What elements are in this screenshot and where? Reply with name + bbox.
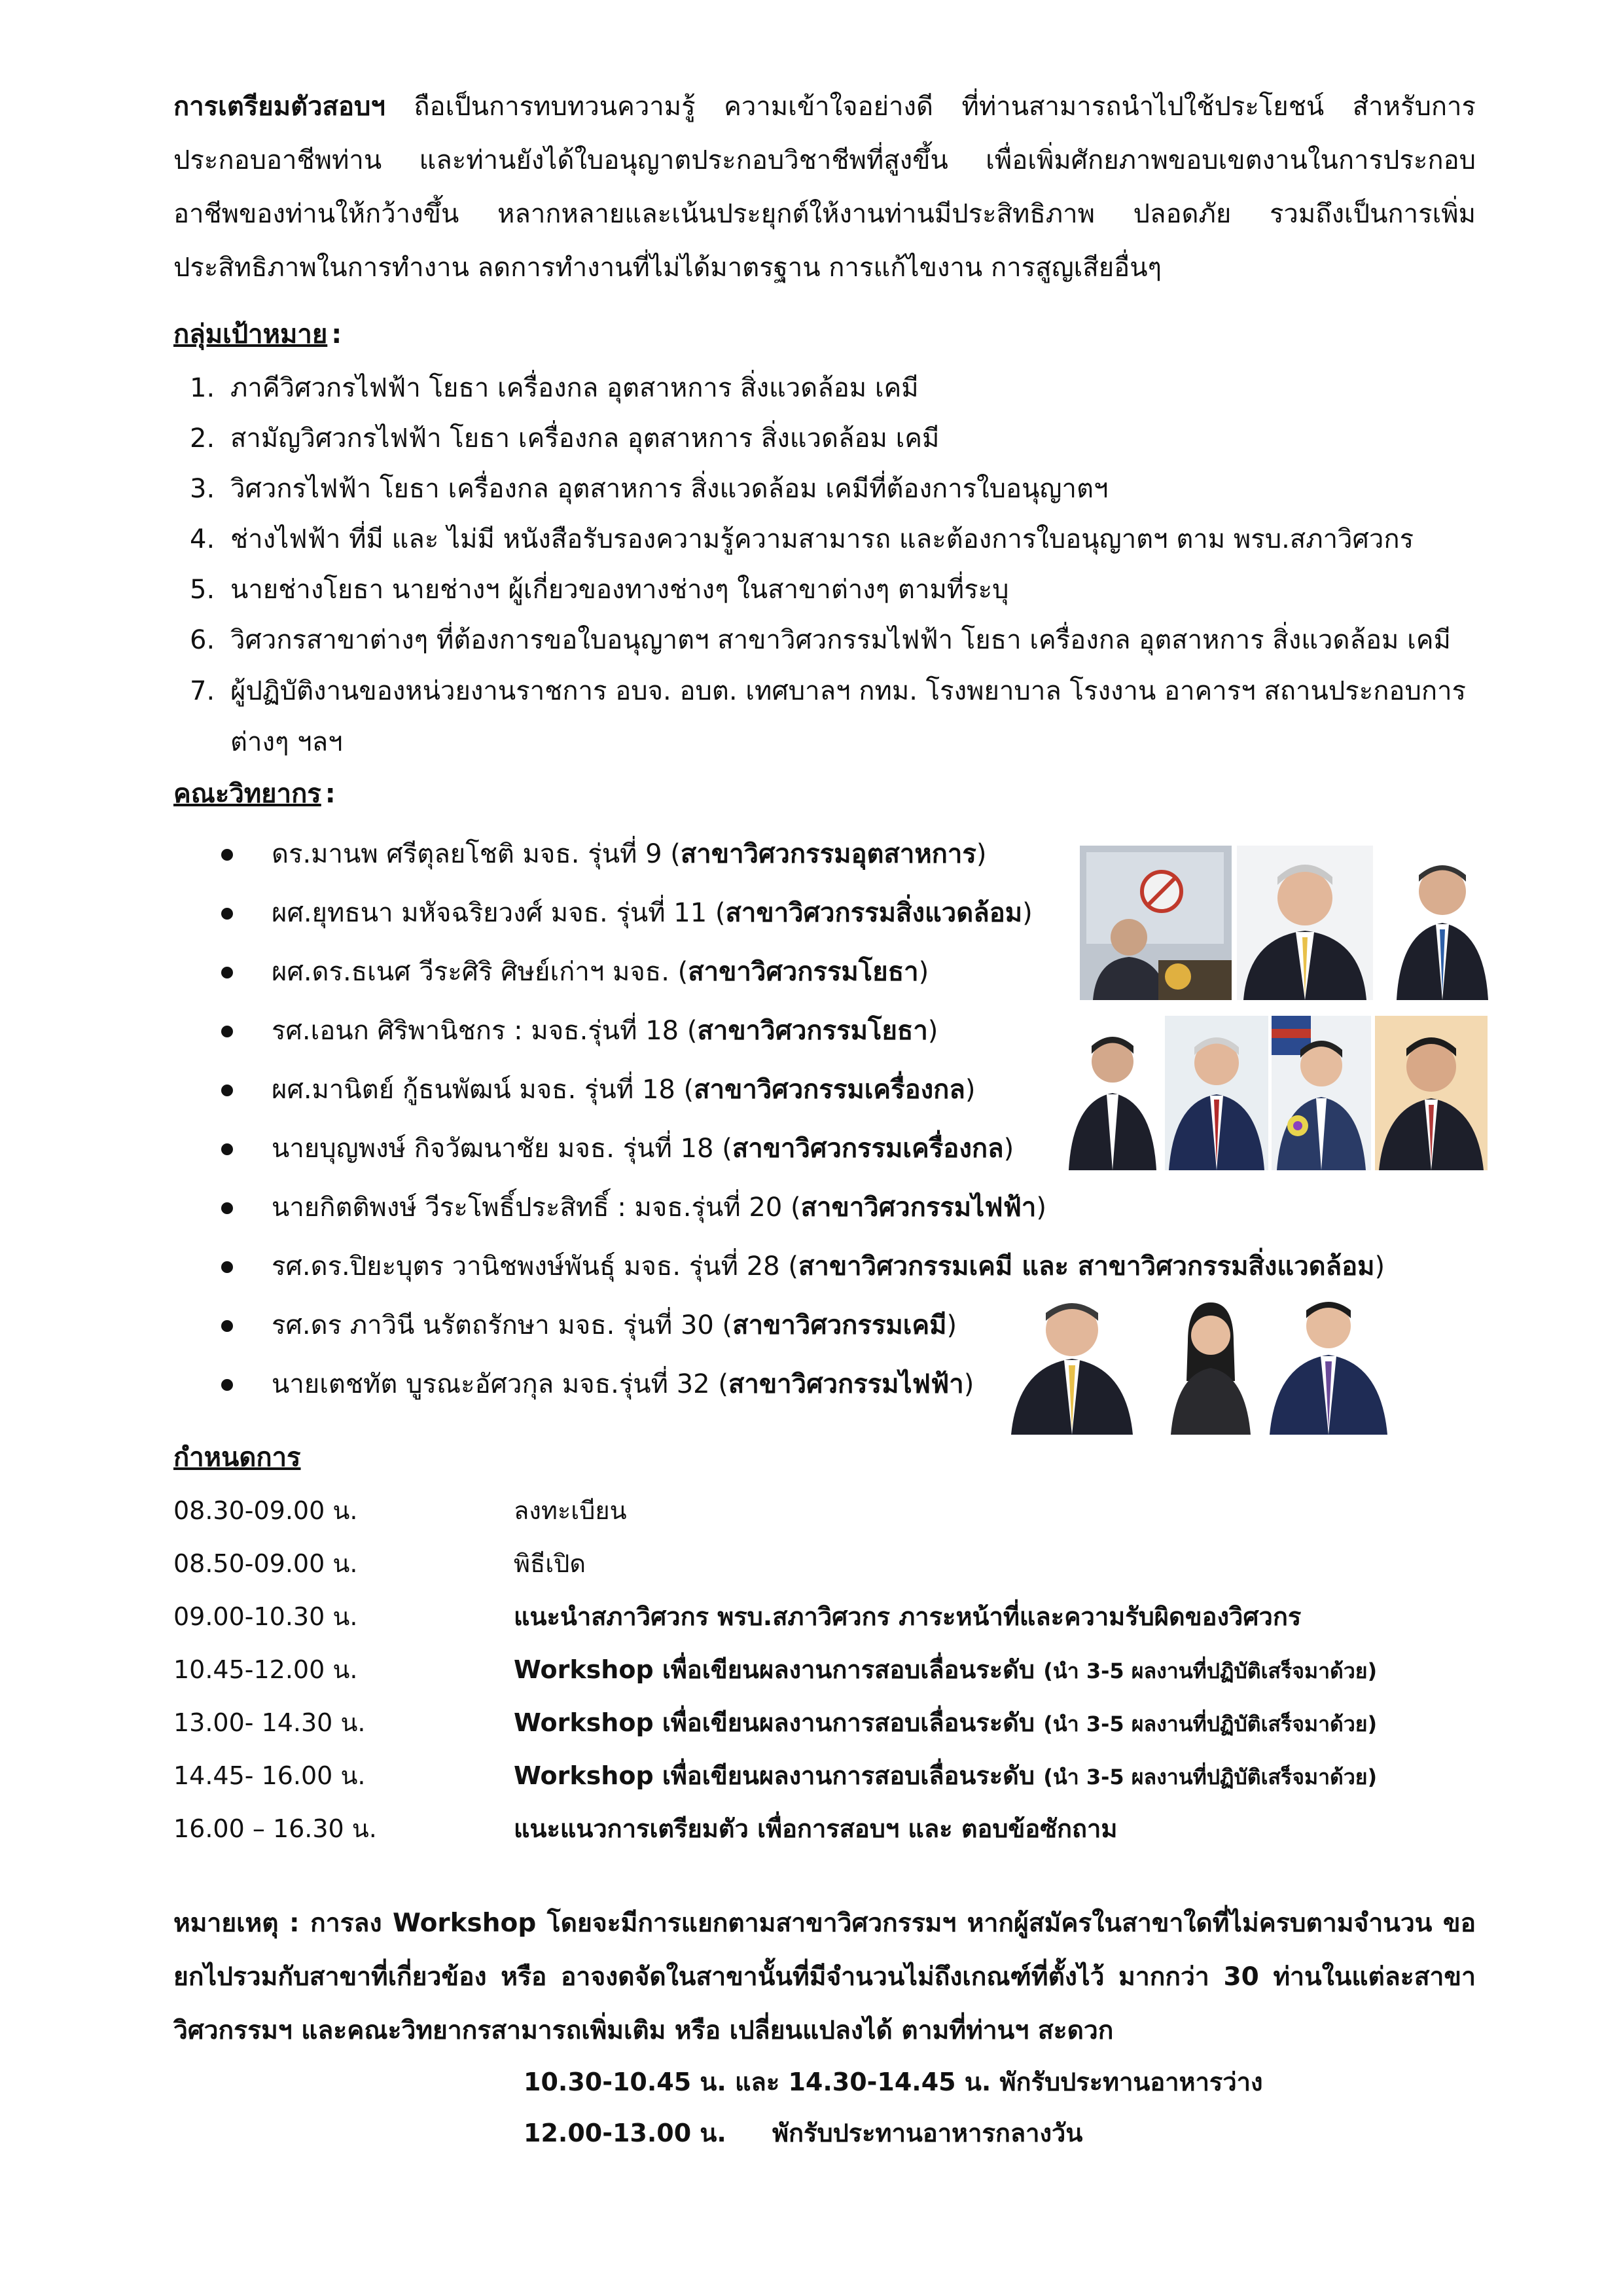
list-item (183, 514, 1476, 565)
schedule-time: 09.00-10.30 น. (173, 1602, 358, 1631)
speaker-branch: สาขาวิศวกรรมสิ่งแวดล้อม (725, 898, 1023, 928)
schedule-time: 08.30-09.00 น. (173, 1496, 358, 1525)
speaker-name: ผศ.ยุทธนา มหัจฉริยวงศ์ มจธ. รุ่นที่ 11 ( (272, 898, 726, 928)
schedule-event: แนะแนวการเตรียมตัว เพื่อการสอบฯ และ ตอบข้อซักถาม (514, 1814, 1118, 1843)
speaker-end: ) (927, 1016, 938, 1046)
target-group-heading-colon: : (331, 319, 342, 350)
speaker-name: ดร.มานพ ศรีตุลยโชติ มจธ. รุ่นที่ 9 ( (272, 839, 681, 869)
table-row (173, 1749, 1482, 1803)
speaker-name: ผศ.ดร.ธเนศ วีระศิริ ศิษย์เก่าฯ มจธ. ( (272, 957, 688, 987)
table-row (173, 1590, 1482, 1643)
speaker-end: ) (1374, 1251, 1385, 1282)
target-group-heading (173, 313, 342, 355)
list-text: ผู้ปฏิบัติงานของหน่วยงานราชการ อบจ. อบต. เทศบาลฯ กทม. โรงพยาบาล โรงงาน อาคารฯ สถานประกอบการต่างๆ ฯลฯ (230, 676, 1467, 757)
speaker-branch: สาขาวิศวกรรมเครื่องกล (694, 1075, 965, 1105)
list-number: 6. (190, 625, 215, 655)
table-row (173, 1537, 1482, 1590)
speaker-photo (1063, 1016, 1162, 1170)
speakers-heading (173, 772, 336, 814)
schedule-time: 10.45-12.00 น. (173, 1655, 358, 1684)
list-item (183, 615, 1476, 666)
list-item (183, 414, 1476, 464)
list-text: วิศวกรไฟฟ้า โยธา เครื่องกล อุตสาหการ สิ่งแวดล้อม เคมีที่ต้องการใบอนุญาตฯ (230, 474, 1109, 504)
list-text: วิศวกรสาขาต่างๆ ที่ต้องการขอใบอนุญาตฯ สาขาวิศวกรรมไฟฟ้า โยธา เครื่องกล อุตสาหการ สิ่งแวดล้อม เคมี (230, 625, 1451, 655)
speaker-photo (1387, 846, 1497, 1000)
schedule-heading (173, 1436, 301, 1478)
schedule-note: (นำ 3-5 ผลงานที่ปฏิบัติเสร็จมาด้วย) (1043, 1712, 1378, 1736)
list-text: นายช่างโยธา นายช่างฯ ผู้เกี่ยวของทางช่างๆ ในสาขาต่างๆ ตามที่ระบุ (230, 575, 1009, 605)
speaker-branch: สาขาวิศวกรรมโยธา (688, 957, 919, 987)
schedule-table (173, 1484, 1482, 1856)
speakers-heading-colon: : (325, 779, 336, 809)
remark-paragraph: หมายเหตุ : การลง Workshop โดยจะมีการแยกตามสาขาวิศวกรรมฯ หากผู้สมัครในสาขาใดที่ไม่ครบตามจำนวน ขอยกไปรวมกับสาขาที่เกี่ยวข้อง หรือ อาจงดจัดในสาขานั้นที่มีจำนวนไม่ถึงเกณฑ์ที่ตั้งไว้ มากกว่า 30 ท่านในแต่ละสาขาวิศวกรรมฯ และคณะวิทยากรสามารถเพิ่มเติม หรือ เปลี่ยนแปลงได้ ตามที่ท่านฯ สะดวก (173, 1909, 1476, 2045)
list-item (183, 464, 1476, 514)
schedule-note: (นำ 3-5 ผลงานที่ปฏิบัติเสร็จมาด้วย) (1043, 1659, 1378, 1683)
table-row (173, 1484, 1482, 1537)
speaker-end: ) (976, 839, 987, 869)
speaker-name: นายเตชทัต บูรณะอัศวกุล มจธ.รุ่นที่ 32 ( (272, 1369, 728, 1399)
speaker-photo (1165, 1016, 1268, 1170)
schedule-event-text: Workshop เพื่อเขียนผลงานการสอบเลื่อนระดับ (514, 1655, 1035, 1684)
speaker-branch: สาขาวิศวกรรมเคมี และ สาขาวิศวกรรมสิ่งแวดล้อม (798, 1251, 1375, 1282)
list-number: 7. (190, 676, 215, 706)
list-number: 5. (190, 575, 215, 605)
speaker-name: ผศ.มานิตย์ กู้ธนพัฒน์ มจธ. รุ่นที่ 18 ( (272, 1075, 694, 1105)
target-group-list (183, 363, 1476, 768)
schedule-time: 16.00 – 16.30 น. (173, 1814, 377, 1843)
speaker-name: รศ.เอนก ศิริพานิชกร : มจธ.รุ่นที่ 18 ( (272, 1016, 698, 1046)
speaker-photo (1162, 1289, 1260, 1435)
speaker-branch: สาขาวิศวกรรมอุตสาหการ (680, 839, 976, 869)
speaker-photos-row-3 (1005, 1289, 1397, 1437)
speaker-branch: สาขาวิศวกรรมโยธา (697, 1016, 928, 1046)
lunch-break-time: 12.00-13.00 น. (524, 2119, 726, 2147)
table-row (173, 1696, 1482, 1749)
list-item (183, 666, 1476, 768)
target-group-heading-text: กลุ่มเป้าหมาย (173, 319, 328, 350)
intro-paragraph (173, 80, 1476, 295)
schedule-event: แนะนำสภาวิศวกร พรบ.สภาวิศวกร ภาระหน้าที่และความรับผิดของวิศวกร (514, 1602, 1302, 1631)
list-text: สามัญวิศวกรไฟฟ้า โยธา เครื่องกล อุตสาหการ สิ่งแวดล้อม เคมี (230, 423, 940, 454)
list-number: 4. (190, 524, 215, 554)
speaker-branch: สาขาวิศวกรรมเคมี (732, 1310, 947, 1340)
bullet-icon (221, 908, 233, 920)
bullet-icon (221, 1202, 233, 1214)
bullet-icon (221, 967, 233, 978)
bullet-icon (221, 1320, 233, 1332)
list-number: 1. (190, 373, 215, 403)
schedule-event: พิธีเปิด (514, 1549, 586, 1578)
list-item (183, 363, 1476, 414)
schedule-time: 08.50-09.00 น. (173, 1549, 358, 1578)
list-item (183, 565, 1476, 615)
speaker-photo (1263, 1289, 1394, 1435)
speaker-photo (1005, 1289, 1139, 1435)
speaker-photo (1272, 1016, 1371, 1170)
speaker-photo (1375, 1016, 1488, 1170)
speaker-branch: สาขาวิศวกรรมเครื่องกล (732, 1134, 1004, 1164)
speaker-name: รศ.ดร.ปิยะบุตร วานิชพงษ์พันธุ์ มจธ. รุ่นที่ 28 ( (272, 1251, 798, 1282)
speaker-photos-row-2 (1063, 1016, 1489, 1173)
bullet-icon (221, 849, 233, 861)
schedule-heading-text: กำหนดการ (173, 1443, 301, 1473)
bullet-icon (221, 1085, 233, 1096)
bullet-icon (221, 1143, 233, 1155)
schedule-event (514, 1749, 1377, 1804)
speaker-branch: สาขาวิศวกรรมไฟฟ้า (728, 1369, 964, 1399)
snack-break: 10.30-10.45 น. และ 14.30-14.45 น. พักรับประทานอาหารว่าง (524, 2068, 1263, 2096)
speakers-heading-text: คณะวิทยากร (173, 779, 321, 809)
schedule-event (514, 1696, 1377, 1751)
speaker-item (216, 1237, 1525, 1296)
schedule-time: 13.00- 14.30 น. (173, 1708, 366, 1737)
speaker-photos-row-1 (1080, 846, 1499, 1003)
list-number: 2. (190, 423, 215, 454)
schedule-note: (นำ 3-5 ผลงานที่ปฏิบัติเสร็จมาด้วย) (1043, 1765, 1378, 1789)
lunch-break-text: พักรับประทานอาหารกลางวัน (772, 2119, 1083, 2147)
speaker-name: รศ.ดร ภาวินี นรัตถรักษา มจธ. รุ่นที่ 30 ( (272, 1310, 733, 1340)
speaker-photo (1237, 846, 1373, 1000)
speaker-name: นายบุญพงษ์ กิจวัฒนาชัย มจธ. รุ่นที่ 18 ( (272, 1134, 732, 1164)
schedule-event (514, 1643, 1377, 1698)
intro-lead: การเตรียมตัวสอบฯ (173, 92, 385, 122)
schedule-event-text: Workshop เพื่อเขียนผลงานการสอบเลื่อนระดับ (514, 1761, 1035, 1790)
table-row (173, 1803, 1482, 1856)
speaker-end: ) (1022, 898, 1033, 928)
speaker-photo (1080, 846, 1232, 1000)
speaker-name: นายกิตติพงษ์ วีระโพธิ์ประสิทธิ์ : มจธ.รุ่นที่ 20 ( (272, 1193, 801, 1223)
schedule-time: 14.45- 16.00 น. (173, 1761, 366, 1790)
speaker-end: ) (1036, 1193, 1046, 1223)
schedule-event: ลงทะเบียน (514, 1496, 627, 1525)
table-row (173, 1643, 1482, 1696)
bullet-icon (221, 1261, 233, 1273)
speaker-end: ) (918, 957, 929, 987)
speaker-item (216, 1178, 1525, 1237)
intro-body: ถือเป็นการทบทวนความรู้ ความเข้าใจอย่างดี ที่ท่านสามารถนำไปใช้ประโยชน์ สำหรับการประกอบอาชีพท่าน และท่านยังได้ใบอนุญาตประกอบวิชาชีพที่สูงขึ้น เพื่อเพิ่มศักยภาพขอบเขตงานในการประกอบอาชีพของท่านให้กว้างขึ้น หลากหลายและเน้นประยุกต์ให้งานท่านมีประสิทธิภาพ ปลอดภัย รวมถึงเป็นการเพิ่มประสิทธิภาพในการทำงาน ลดการทำงานที่ไม่ได้มาตรฐาน การแก้ไขงาน การสูญเสียอื่นๆ (173, 92, 1476, 283)
schedule-event-text: Workshop เพื่อเขียนผลงานการสอบเลื่อนระดับ (514, 1708, 1035, 1737)
speaker-end: ) (965, 1075, 976, 1105)
list-text: ช่างไฟฟ้า ที่มี และ ไม่มี หนังสือรับรองความรู้ความสามารถ และต้องการใบอนุญาตฯ ตาม พรบ.สภาวิศวกร (230, 524, 1414, 554)
bullet-icon (221, 1379, 233, 1391)
speaker-end: ) (946, 1310, 957, 1340)
list-number: 3. (190, 474, 215, 504)
list-text: ภาคีวิศวกรไฟฟ้า โยธา เครื่องกล อุตสาหการ สิ่งแวดล้อม เคมี (230, 373, 919, 403)
speaker-branch: สาขาวิศวกรรมไฟฟ้า (800, 1193, 1037, 1223)
speaker-end: ) (963, 1369, 974, 1399)
speaker-end: ) (1003, 1134, 1014, 1164)
bullet-icon (221, 1026, 233, 1037)
